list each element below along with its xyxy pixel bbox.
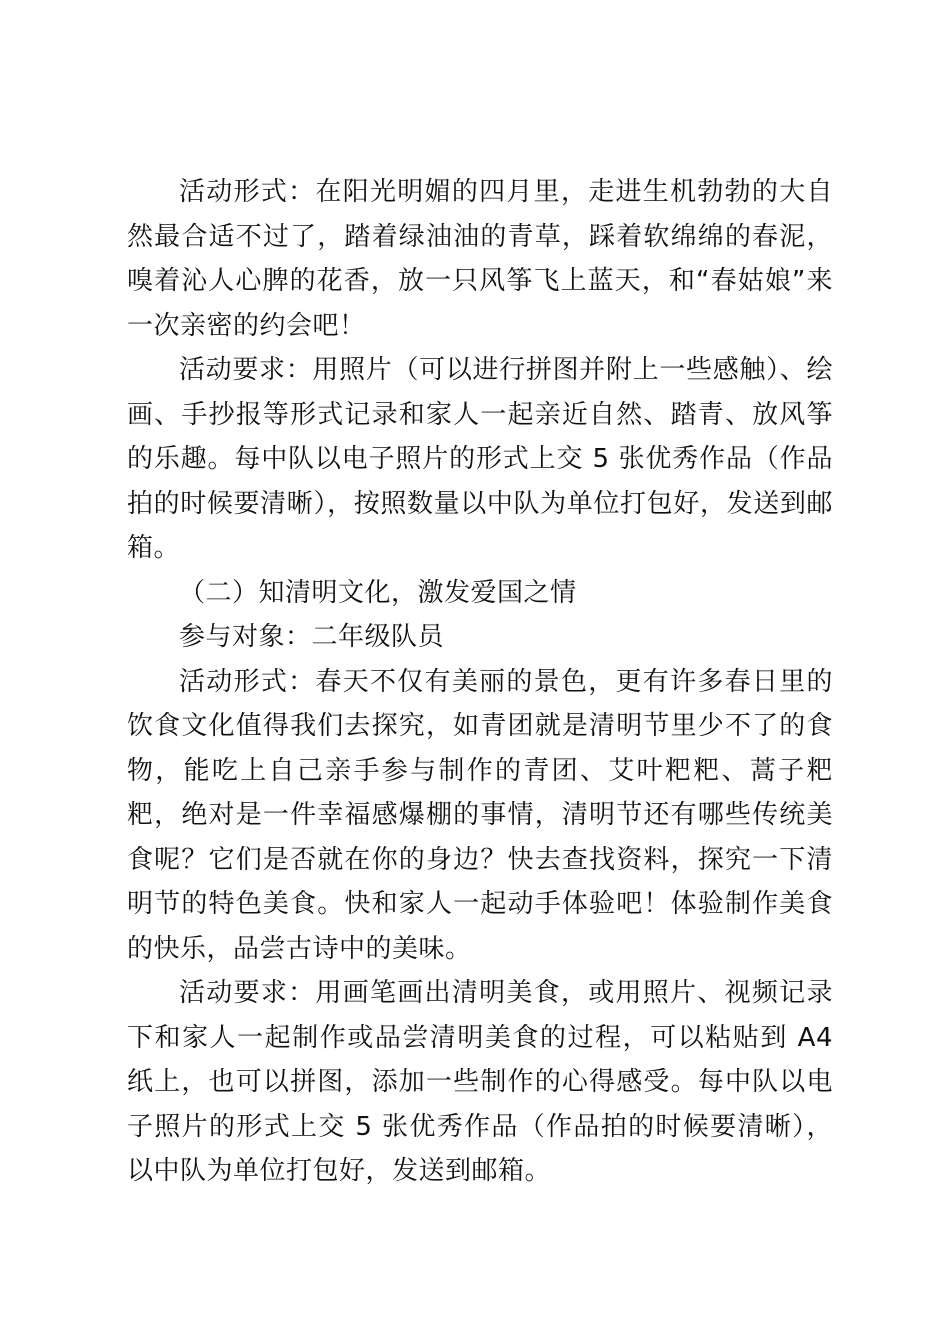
paragraph-activity-requirement-2: 活动要求：用画笔画出清明美食，或用照片、视频记录下和家人一起制作或品尝清明美食的过程，可以粘贴到 A4 纸上，也可以拼图，添加一些制作的心得感受。每中队以电子照片的形式上交 5 张优秀作品（作品拍的时候要清晰），以中队为单位打包好，发送到邮箱。 — [127, 978, 833, 1186]
paragraph-activity-form-1: 活动形式：在阳光明媚的四月里，走进生机勃勃的大自然最合适不过了，踏着绿油油的青草，踩着软绵绵的春泥，嗅着沁人心脾的花香，放一只风筝飞上蓝天，和“春姑娘”来一次亲密的约会吧！ — [127, 177, 833, 341]
document-body — [127, 170, 833, 1194]
paragraph-activity-form-2: 活动形式：春天不仅有美丽的景色，更有许多春日里的饮食文化值得我们去探究，如青团就是清明节里少不了的食物，能吃上自己亲手参与制作的青团、艾叶粑粑、蒿子粑粑，绝对是一件幸福感爆棚的事情，清明节还有哪些传统美食呢？它们是否就在你的身边？快去查找资料，探究一下清明节的特色美食。快和家人一起动手体验吧！体验制作美食的快乐，品尝古诗中的美味。 — [127, 666, 833, 964]
paragraph-activity-requirement-1: 活动要求：用照片（可以进行拼图并附上一些感触）、绘画、手抄报等形式记录和家人一起亲近自然、踏青、放风筝的乐趣。每中队以电子照片的形式上交 5 张优秀作品（作品拍的时候要清晰），按照数量以中队为单位打包好，发送到邮箱。 — [127, 355, 833, 563]
section-heading-2: （二）知清明文化，激发爱国之情 — [179, 577, 577, 608]
paragraph-participants: 参与对象：二年级队员 — [179, 622, 445, 652]
